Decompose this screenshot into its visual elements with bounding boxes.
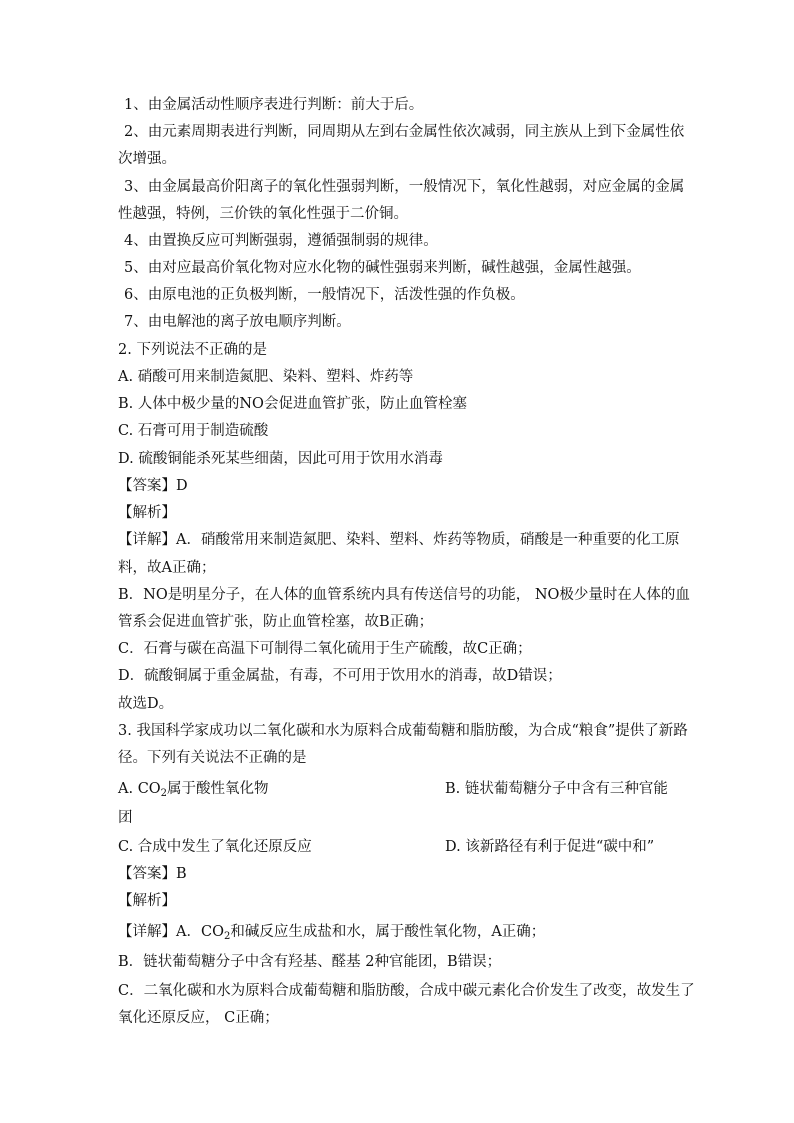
rule-line-5: 5、由对应最高价氧化物对应水化物的碱性强弱来判断，碱性越强，金属性越强。 [124, 260, 641, 276]
rule-line-4: 4、由置换反应可判断强弱，遵循强制弱的规律。 [124, 233, 438, 249]
q3-option-b: B. 链状葡萄糖分子中含有三种官能 [445, 781, 668, 797]
rule-line-3: 3、由金属最高价阳离子的氧化性强弱判断，一般情况下，氧化性越弱，对应金属的金属 [124, 179, 685, 195]
q2-detail-line: B．NO是明星分子，在人体的血管系统内具有传送信号的功能， NO极少量时在人体的血 [118, 587, 690, 603]
q2-detail-line: 管系会促进血管扩张，防止血管栓塞，故B正确； [118, 614, 434, 630]
q3-option-b-cont: 团 [118, 810, 133, 826]
q3-option-a [118, 779, 269, 799]
rule-line-3-cont: 性越强，特例，三价铁的氧化性强于二价铜。 [118, 206, 408, 222]
q2-option-c: C. 石膏可用于制造硫酸 [118, 423, 269, 439]
rule-line-2-cont: 次增强。 [118, 151, 176, 167]
q2-answer: 【答案】D [118, 478, 188, 494]
q3-option-a-prefix: A. CO [118, 781, 161, 797]
q2-stem: 2. 下列说法不正确的是 [118, 342, 267, 358]
q2-option-b: B. 人体中极少量的NO会促进血管扩张，防止血管栓塞 [118, 396, 467, 412]
q3-option-d: D. 该新路径有利于促进“碳中和” [445, 839, 655, 855]
rule-line-1: 1、由金属活动性顺序表进行判断：前大于后。 [124, 97, 424, 113]
q2-option-a: A. 硝酸可用来制造氮肥、染料、塑料、炸药等 [118, 369, 414, 385]
rule-line-6: 6、由原电池的正负极判断，一般情况下，活泼性强的作负极。 [124, 287, 525, 303]
q3-stem-cont: 径。下列有关说法不正确的是 [118, 750, 307, 766]
q3-analysis-heading: 【解析】 [118, 893, 176, 909]
q3-detail-a-prefix: 【详解】A．CO [118, 924, 224, 940]
q3-detail-c-cont: 氧化还原反应， C正确； [118, 1010, 279, 1026]
q3-detail-c: C．二氧化碳和水为原料合成葡萄糖和脂肪酸，合成中碳元素化合价发生了改变，故发生了 [118, 983, 695, 999]
q3-option-a-subscript: 2 [160, 788, 168, 799]
q3-option-a-text: 属于酸性氧化物 [167, 781, 269, 797]
q2-detail-line: 【详解】A．硝酸常用来制造氮肥、染料、塑料、炸药等物质，硝酸是一种重要的化工原 [118, 532, 680, 548]
rule-line-2: 2、由元素周期表进行判断，同周期从左到右金属性依次减弱，同主族从上到下金属性依 [124, 124, 685, 140]
q3-detail-a-text: 和碱反应生成盐和水，属于酸性氧化物，A正确； [230, 924, 546, 940]
q2-analysis-heading: 【解析】 [118, 505, 176, 521]
rule-line-7: 7、由电解池的离子放电顺序判断。 [124, 314, 351, 330]
q3-detail-b: B．链状葡萄糖分子中含有羟基、醛基 2种官能团，B错误； [118, 954, 502, 970]
q3-option-c: C. 合成中发生了氧化还原反应 [118, 839, 312, 855]
q3-detail-a-subscript: 2 [223, 931, 231, 942]
q2-detail-line: C．石膏与碳在高温下可制得二氧化硫用于生产硫酸，故C正确； [118, 641, 532, 657]
q2-option-d: D. 硫酸铜能杀死某些细菌，因此可用于饮用水消毒 [118, 451, 443, 467]
q2-detail-line: 料，故A正确； [118, 560, 216, 576]
q3-answer: 【答案】B [118, 866, 187, 882]
q3-detail-a [118, 922, 545, 942]
q2-detail-line: 故选D。 [118, 696, 174, 712]
q2-detail-line: D．硫酸铜属于重金属盐，有毒，不可用于饮用水的消毒，故D错误； [118, 668, 562, 684]
q3-stem: 3. 我国科学家成功以二氧化碳和水为原料合成葡萄糖和脂肪酸，为合成“粮食”提供了新路 [118, 723, 688, 739]
